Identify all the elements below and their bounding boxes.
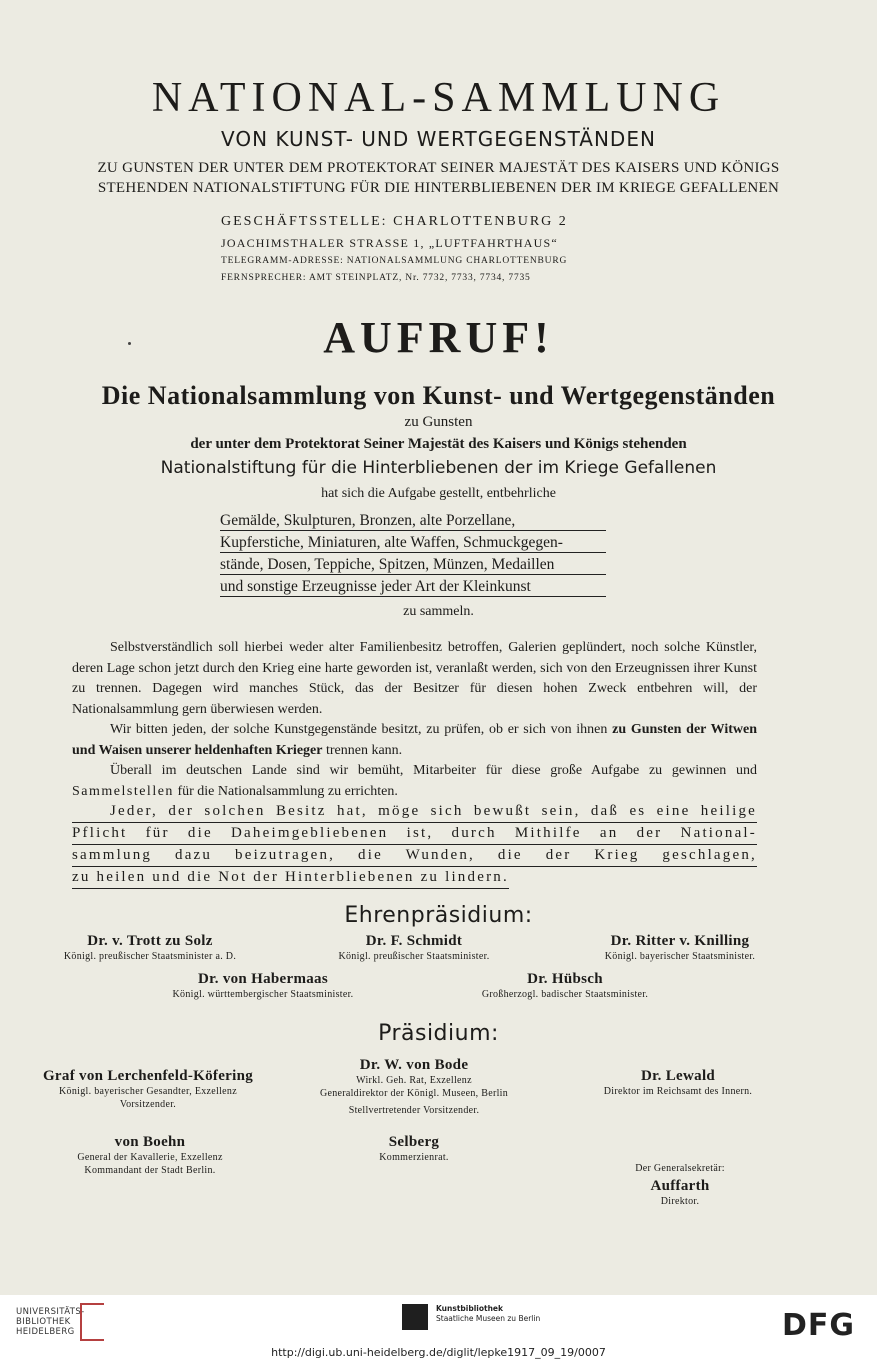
member-ritter-v-knilling: Dr. Ritter v. Knilling Königl. bayerischer Staatsminister.	[604, 933, 756, 962]
ub-heidelberg-label[interactable]: UNIVERSITÄTS- BIBLIOTHEK HEIDELBERG	[16, 1307, 85, 1337]
list-item: und sonstige Erzeugnisse jeder Art der Kleinkunst	[220, 578, 606, 597]
list-item: Gemälde, Skulpturen, Bronzen, alte Porzellane,	[220, 512, 606, 531]
paragraph-1: Selbstverständlich soll hierbei weder alter Familienbesitz betroffen, Galerien geplündert, noch solche Künstler, deren Lage schon jetzt durch den Krieg eine harte geworden ist, veranlaßt werden, sich von den Erzeugnissen ihrer Kunst zu trennen. Dagegen wird manches Stück, das der Besitzer für diesen hohen Zweck entbehren will, der Nationalsammlung gern überwiesen werden.	[72, 640, 757, 717]
member-von-boehn: von Boehn General der Kavallerie, Exzellenz Kommandant der Stadt Berlin.	[77, 1134, 223, 1176]
emphasis: zu Gunsten der Witwen und Waisen unserer heldenhaften Krieger	[72, 722, 757, 758]
header-line-2: STEHENDEN NATIONALSTIFTUNG FÜR DIE HINTERBLIEBENEN DER IM KRIEGE GEFALLENEN	[97, 180, 780, 196]
telegram-address: TELEGRAMM-ADRESSE: NATIONALSAMMLUNG CHARLOTTENBURG	[221, 256, 568, 266]
office-address: GESCHÄFTSSTELLE: CHARLOTTENBURG 2	[221, 214, 568, 229]
appeal-line-c: hat sich die Aufgabe gestellt, entbehrliche	[321, 486, 556, 501]
member-selberg: Selberg Kommerzienrat.	[379, 1134, 449, 1163]
dfg-logo[interactable]: DFG	[782, 1308, 856, 1343]
kunstbibliothek-icon	[402, 1304, 428, 1330]
member-von-bode: Dr. W. von Bode Wirkl. Geh. Rat, Exzellenz Generaldirektor der Königl. Museen, Berlin Stellvertretender Vorsitzender.	[319, 1057, 509, 1116]
list-item: stände, Dosen, Teppiche, Spitzen, Münzen, Medaillen	[220, 556, 606, 575]
appeal-zu-sammeln: zu sammeln.	[403, 604, 474, 619]
closing-line-1: Jeder, der solchen Besitz hat, möge sich bewußt sein, daß es eine heilige	[72, 801, 757, 823]
ub-heidelberg-logo-icon[interactable]	[80, 1303, 104, 1341]
paragraph-3: Überall im deutschen Lande sind wir bemüht, Mitarbeiter für diese große Aufgabe zu gewinnen und Sammelstellen für die Nationalsammlung zu errichten.	[72, 763, 757, 799]
list-item: Kupferstiche, Miniaturen, alte Waffen, Schmuckgegen-	[220, 534, 606, 553]
appeal-line-b: Nationalstiftung für die Hinterbliebenen der im Kriege Gefallenen	[160, 458, 717, 478]
source-link[interactable]: http://digi.ub.uni-heidelberg.de/diglit/lepke1917_09_19/0007	[271, 1346, 606, 1359]
source-url[interactable]	[0, 1346, 877, 1359]
member-schmidt: Dr. F. Schmidt Königl. preußischer Staatsminister.	[338, 933, 490, 962]
appeal-heading: AUFRUF!	[323, 313, 554, 362]
closing-paragraph	[72, 801, 757, 889]
phone-numbers: FERNSPRECHER: AMT STEINPLATZ, Nr. 7732, 7733, 7734, 7735	[221, 273, 531, 283]
page-title: NATIONAL-SAMMLUNG	[151, 75, 726, 121]
appeal-line-a: der unter dem Protektorat Seiner Majestät des Kaisers und Königs stehenden	[190, 436, 687, 452]
appeal-title: Die Nationalsammlung von Kunst- und Wertgegenständen	[101, 381, 776, 410]
subtitle: VON KUNST- UND WERTGEGENSTÄNDEN	[221, 127, 656, 151]
member-von-habermaas: Dr. von Habermaas Königl. württembergischer Staatsminister.	[172, 971, 354, 1000]
paragraph-2: Wir bitten jeden, der solche Kunstgegenstände besitzt, zu prüfen, ob er sich von ihnen zu Gunsten der Witwen und Waisen unserer heldenhaften Krieger trennen kann.	[72, 722, 757, 758]
office-street: JOACHIMSTHALER STRASSE 1, „LUFTFAHRTHAUS“	[221, 236, 558, 250]
body-text	[72, 638, 757, 802]
footer-bar: UNIVERSITÄTS- BIBLIOTHEK HEIDELBERG Kunstbibliothek Staatliche Museen zu Berlin DFG	[0, 1295, 877, 1359]
ehrenpraesidium-heading: Ehrenpräsidium:	[344, 903, 533, 928]
member-trott-zu-solz: Dr. v. Trott zu Solz Königl. preußischer Staatsminister a. D.	[63, 933, 237, 962]
closing-line-4: zu heilen und die Not der Hinterbliebenen zu lindern.	[72, 867, 509, 889]
closing-line-3: sammlung dazu beizutragen, die Wunden, die der Krieg geschlagen,	[72, 845, 757, 867]
member-lerchenfeld-koefering: Graf von Lerchenfeld-Köfering Königl. bayerischer Gesandter, Exzellenz Vorsitzender.	[42, 1068, 254, 1110]
header-line-1: ZU GUNSTEN DER UNTER DEM PROTEKTORAT SEINER MAJESTÄT DES KAISERS UND KÖNIGS	[97, 160, 780, 176]
appeal-zu-gunsten: zu Gunsten	[404, 414, 473, 430]
member-auffarth: Der Generalsekretär: Auffarth Direktor.	[635, 1163, 725, 1207]
member-lewald: Dr. Lewald Direktor im Reichsamt des Innern.	[603, 1068, 753, 1097]
closing-line-2: Pflicht für die Daheimgebliebenen ist, durch Mithilfe an der National-	[72, 823, 757, 845]
member-huebsch: Dr. Hübsch Großherzogl. badischer Staatsminister.	[481, 971, 649, 1000]
praesidium-heading: Präsidium:	[378, 1021, 499, 1046]
